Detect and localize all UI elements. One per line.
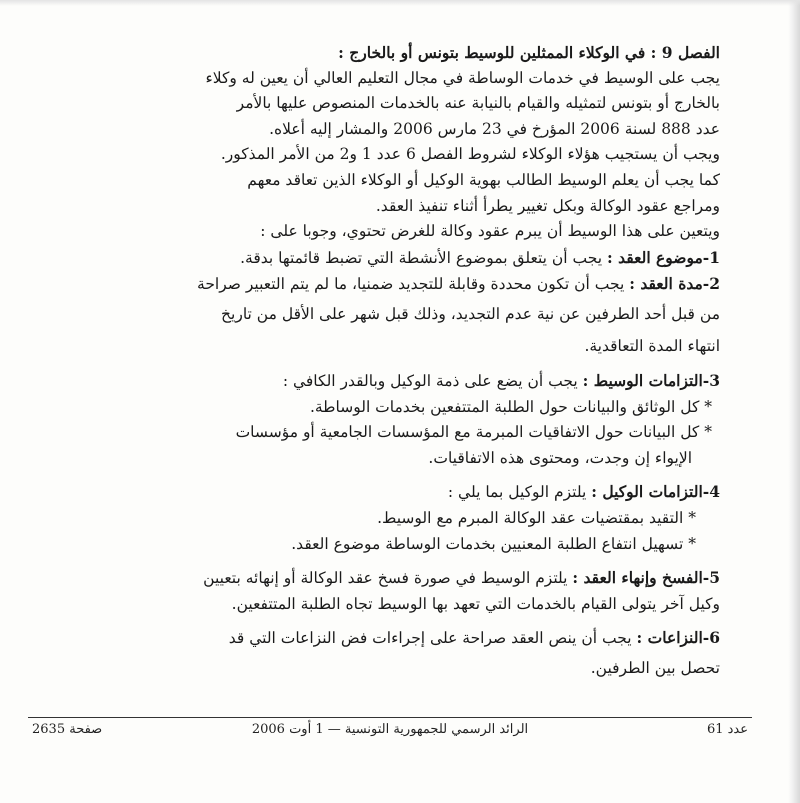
article-heading: الفصل 9 : في الوكلاء الممثلين للوسيط بتونس أو بالخارج : bbox=[338, 43, 720, 62]
section-title: الفسخ وإنهاء العقد : bbox=[572, 568, 703, 588]
section-text: يجب أن ينص العقد صراحة على إجراءات فض النزاعات التي قد bbox=[228, 629, 632, 648]
intro-line: بالخارج أو بتونس لتمثيله والقيام بالنيابة عنه بالخدمات المنصوص عليها بالأمر bbox=[236, 94, 720, 113]
section-number: 6- bbox=[702, 628, 720, 648]
section-3 bbox=[40, 368, 720, 395]
section-5 bbox=[40, 565, 720, 592]
footer-issue-number: عدد 61 bbox=[706, 722, 748, 737]
intro-line: يجب على الوسيط في خدمات الوساطة في مجال التعليم العالي أن يعين له وكلاء bbox=[205, 68, 720, 87]
section-6 bbox=[40, 625, 720, 652]
section-text-line: تحصل بين الطرفين. bbox=[590, 658, 720, 677]
section-2 bbox=[40, 271, 720, 298]
scan-edge-shadow-top bbox=[0, 0, 800, 6]
page-footer bbox=[28, 722, 752, 744]
bullet-item: * تسهيل انتفاع الطلبة المعنيين بخدمات الوساطة موضوع العقد. bbox=[291, 534, 696, 553]
section-title: مدة العقد : bbox=[629, 274, 703, 294]
section-text: يجب أن يضع على ذمة الوكيل وبالقدر الكافي : bbox=[282, 371, 578, 390]
section-text: يلتزم الوكيل بما يلي : bbox=[447, 483, 587, 502]
footer-page-number: صفحة 2635 bbox=[32, 722, 103, 737]
article-body bbox=[40, 40, 720, 684]
section-title: التزامات الوسيط : bbox=[582, 370, 703, 390]
section-text-line: انتهاء المدة التعاقدية. bbox=[584, 336, 720, 355]
intro-line: ومراجع عقود الوكالة وبكل تغيير يطرأ أثناء تنفيذ العقد. bbox=[375, 196, 720, 215]
section-number: 3- bbox=[702, 370, 720, 390]
section-4 bbox=[40, 479, 720, 506]
footer-rule bbox=[28, 717, 752, 718]
section-number: 4- bbox=[702, 482, 720, 502]
section-title: النزاعات : bbox=[636, 628, 703, 648]
section-text-line: وكيل آخر يتولى القيام بالخدمات التي تعهد بها الوسيط تجاه الطلبة المتتفعين. bbox=[231, 594, 720, 613]
scan-edge-shadow bbox=[788, 0, 800, 803]
section-1 bbox=[40, 245, 720, 272]
intro-line: عدد 888 لسنة 2006 المؤرخ في 23 مارس 2006 والمشار إليه أعلاه. bbox=[269, 119, 720, 138]
section-text: يلتزم الوسيط في صورة فسخ عقد الوكالة أو إنهائه بتعيين bbox=[203, 569, 568, 588]
footer-gazette-title: الرائد الرسمي للجمهورية التونسية — 1 أوت 2006 bbox=[251, 722, 529, 737]
section-text: يجب أن يتعلق بموضوع الأنشطة التي تضبط قائمتها بدقة. bbox=[240, 248, 603, 267]
intro-line: كما يجب أن يعلم الوسيط الطالب بهوية الوكيل أو الوكلاء الذين تعاقد معهم bbox=[247, 170, 720, 189]
section-text-line: من قبل أحد الطرفين عن نية عدم التجديد، وذلك قبل شهر على الأقل من تاريخ bbox=[221, 304, 720, 323]
section-number: 1- bbox=[702, 247, 720, 267]
intro-line: ويجب أن يستجيب هؤلاء الوكلاء لشروط الفصل 6 عدد 1 و2 من الأمر المذكور. bbox=[220, 145, 720, 164]
bullet-item: * كل البيانات حول الاتفاقيات المبرمة مع المؤسسات الجامعية أو مؤسسات bbox=[235, 423, 712, 442]
intro-line: ويتعين على هذا الوسيط أن يبرم عقود وكالة للغرض تحتوي، وجوبا على : bbox=[260, 222, 720, 241]
bullet-item: * كل الوثائق والبيانات حول الطلبة المتتفعين بخدمات الوساطة. bbox=[309, 397, 712, 416]
section-title: موضوع العقد : bbox=[607, 247, 703, 267]
section-number: 5- bbox=[702, 568, 720, 588]
bullet-continuation: الإيواء إن وجدت، ومحتوى هذه الاتفاقيات. bbox=[428, 448, 692, 467]
section-number: 2- bbox=[702, 274, 720, 294]
bullet-item: * التقيد بمقتضيات عقد الوكالة المبرم مع الوسيط. bbox=[377, 508, 696, 527]
section-text: يجب أن تكون محددة وقابلة للتجديد ضمنيا، ما لم يتم التعبير صراحة bbox=[197, 275, 625, 294]
section-title: التزامات الوكيل : bbox=[591, 482, 703, 502]
